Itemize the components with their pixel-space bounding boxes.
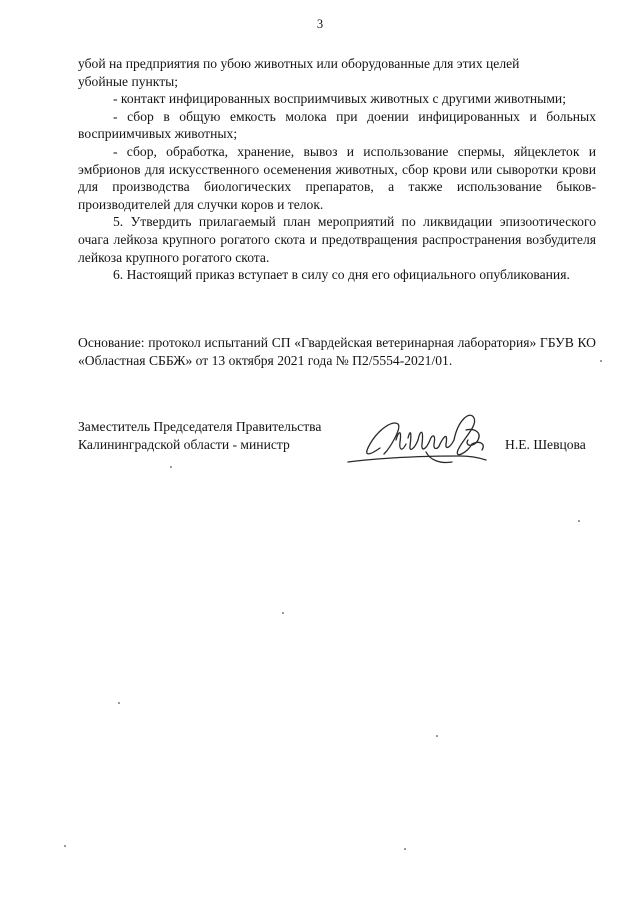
scan-speck <box>170 466 172 468</box>
signer-name: Н.Е. Шевцова <box>505 437 586 452</box>
bullet-sperm: - сбор, обработка, хранение, вывоз и использование спермы, яйцеклеток и эмбрионов для искусственного осеменения животных, сбор крови или сыворотки крови для производства биологических препаратов, а также использование быков-производителей для случки коров и телок. <box>78 143 596 212</box>
signer-position-line-2: Калининградской области - министр <box>78 436 290 452</box>
item-6-number: 6. <box>113 267 124 283</box>
intro-line-2: убойные пункты; <box>78 73 179 89</box>
scan-speck <box>64 845 66 847</box>
item-5-number: 5. <box>113 214 124 230</box>
item-5-text: Утвердить прилагаемый план мероприятий по ликвидации эпизоотического очага лейкоза крупного рогатого скота и предотвращения распространения возбудителя лейкоза крупного рогатого скота. <box>78 214 596 265</box>
handwritten-signature <box>340 400 510 480</box>
scan-speck <box>578 520 580 522</box>
item-6-text: Настоящий приказ вступает в силу со дня его официального опубликования. <box>126 267 570 283</box>
intro-line-1: убой на предприятия по убою животных или оборудованные для этих целей <box>78 56 520 71</box>
basis-section <box>78 334 596 369</box>
signer-position-line-1: Заместитель Председателя Правительства <box>78 419 322 434</box>
bullet-milk: - сбор в общую емкость молока при доении инфицированных и больных восприимчивых животных; <box>78 108 596 142</box>
page-number: 3 <box>316 17 324 31</box>
scan-speck <box>282 612 284 614</box>
scan-speck <box>600 360 602 362</box>
order-body <box>78 55 596 284</box>
item-5 <box>78 213 596 266</box>
scan-speck <box>436 735 438 737</box>
signature-strokes <box>348 415 486 462</box>
intro-paragraph <box>78 55 596 90</box>
scan-speck <box>404 848 406 850</box>
basis-text: Основание: протокол испытаний СП «Гвардейская ветеринарная лаборатория» ГБУВ КО «Областная СББЖ» от 13 октября 2021 года № П2/5554-2021/01. <box>78 335 596 368</box>
bullet-contact: - контакт инфицированных восприимчивых животных с другими животными; <box>113 91 566 107</box>
scan-speck <box>118 702 120 704</box>
item-6 <box>78 266 596 284</box>
signer-position <box>78 418 321 453</box>
